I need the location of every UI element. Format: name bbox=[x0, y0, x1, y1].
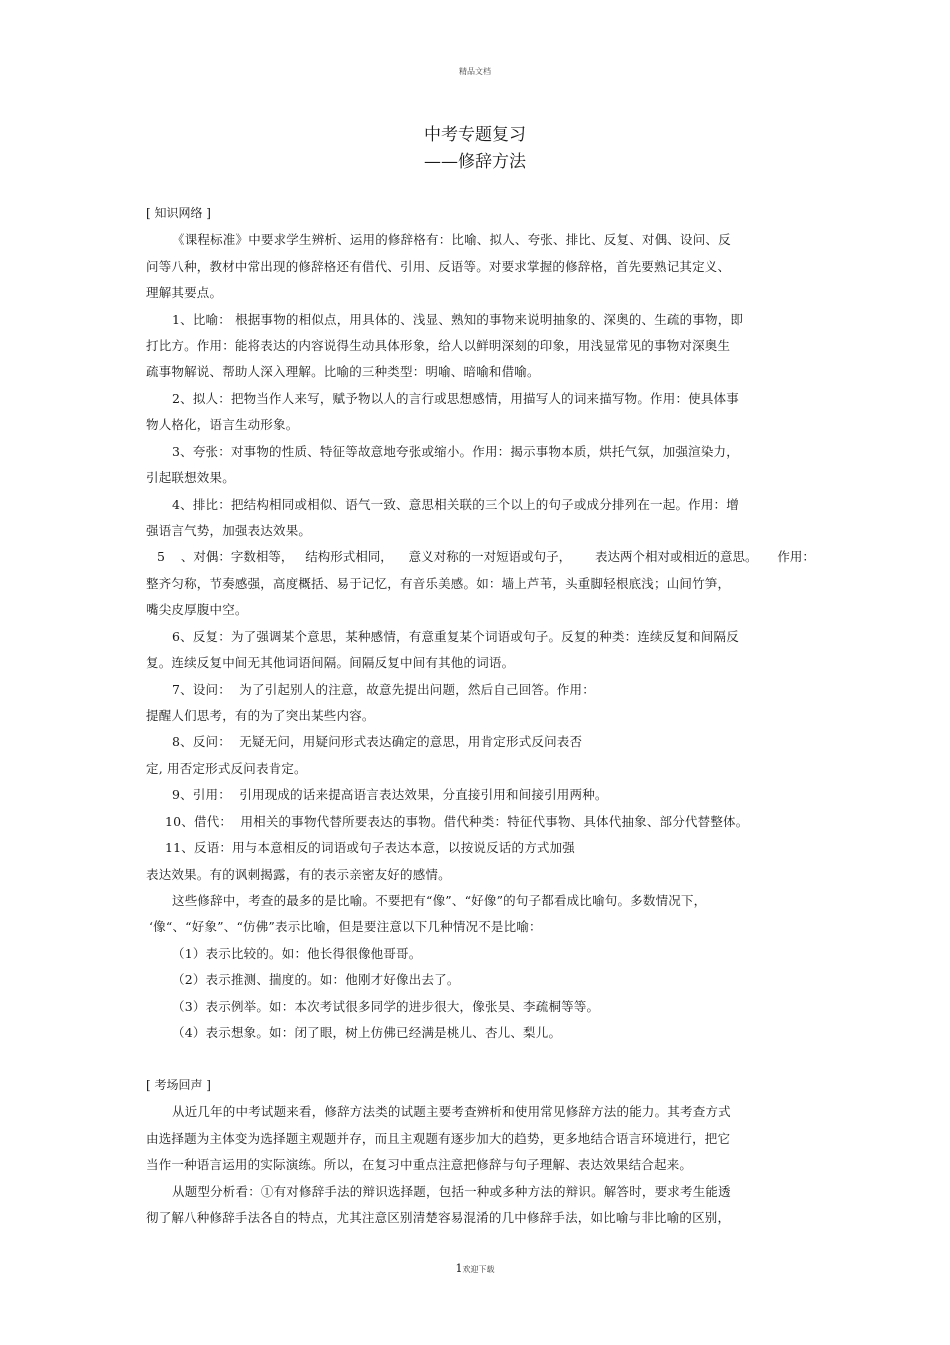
paragraph-line: 1、比喻： 根据事物的相似点，用具体的、浅显、熟知的事物来说明抽象的、深奥的、生疏的事物，即 bbox=[172, 312, 744, 327]
paragraph-line: 从近几年的中考试题来看，修辞方法类的试题主要考查辨析和使用常见修辞方法的能力。其考查方式 bbox=[172, 1104, 731, 1119]
list-item: （2）表示推测、揣度的。如：他刚才好像出去了。 bbox=[172, 972, 460, 987]
paragraph-line: 整齐匀称，节奏感强，高度概括、易于记忆，有音乐美感。如：墙上芦苇，头重脚轻根底浅；山间竹笋， bbox=[146, 576, 731, 591]
paragraph-line: 强语言气势，加强表达效果。 bbox=[146, 523, 312, 538]
paragraph-line: 3、夸张：对事物的性质、特征等故意地夸张或缩小。作用：揭示事物本质，烘托气氛，加强渲染力， bbox=[172, 444, 739, 459]
paragraph-line: 10、借代： 用相关的事物代替所要表达的事物。借代种类：特征代事物、具体代抽象、部分代替整体。 bbox=[165, 814, 749, 829]
paragraph-line: 物人格化，语言生动形象。 bbox=[146, 417, 299, 432]
paragraph-line: 9、引用： 引用现成的话来提高语言表达效果，分直接引用和间接引用两种。 bbox=[172, 787, 608, 802]
paragraph-line: 当作一种语言运用的实际演练。所以，在复习中重点注意把修辞与句子理解、表达效果结合起来。 bbox=[146, 1157, 693, 1172]
page-header: 精品文档 bbox=[459, 67, 491, 76]
list-item: （1）表示比较的。如：他长得很像他哥哥。 bbox=[172, 946, 422, 961]
paragraph-line: 表达效果。有的讽刺揭露，有的表示亲密友好的感情。 bbox=[146, 867, 451, 882]
paragraph-line: 提醒人们思考，有的为了突出某些内容。 bbox=[146, 708, 375, 723]
paragraph-line: 定, 用否定形式反问表肯定。 bbox=[146, 761, 307, 776]
page-title: 中考专题复习 bbox=[424, 125, 526, 145]
paragraph-line: 嘴尖皮厚腹中空。 bbox=[146, 602, 248, 617]
paragraph-line: 理解其要点。 bbox=[146, 285, 223, 300]
section-heading-knowledge: [ 知识网络 ] bbox=[146, 206, 211, 220]
paragraph-line: 打比方。作用：能将表达的内容说得生动具体形象，给人以鲜明深刻的印象，用浅显常见的事物对深奥生 bbox=[146, 338, 731, 353]
page-number: 1 bbox=[455, 1262, 463, 1275]
paragraph-line: 由选择题为主体变为选择题主观题并存，而且主观题有逐步加大的趋势，更多地结合语言环境进行，把它 bbox=[146, 1131, 731, 1146]
list-item: （3）表示例举。如：本次考试很多同学的进步很大，像张昊、李疏桐等等。 bbox=[172, 999, 600, 1014]
paragraph-line: 《课程标准》中要求学生辨析、运用的修辞格有：比喻、拟人、夸张、排比、反复、对偶、设问、反 bbox=[172, 232, 731, 247]
paragraph-line: 2、拟人：把物当作人来写，赋予物以人的言行或思想感情，用描写人的词来描写物。作用：使具体事 bbox=[172, 391, 739, 406]
paragraph-line: 彻了解八种修辞手法各自的特点，尤其注意区别清楚容易混淆的几中修辞手法，如比喻与非比喻的区别， bbox=[146, 1210, 731, 1225]
list-item: （4）表示想象。如：闭了眼，树上仿佛已经满是桃儿、杏儿、梨儿。 bbox=[172, 1025, 562, 1040]
paragraph-line: 8、反问： 无疑无问，用疑问形式表达确定的意思，用肯定形式反问表否 bbox=[172, 734, 583, 749]
paragraph-line: 引起联想效果。 bbox=[146, 470, 235, 485]
paragraph-line: ‘像“、“好象”、“仿佛”表示比喻，但是要注意以下几种情况不是比喻： bbox=[149, 919, 542, 934]
paragraph-line: 5 、对偶：字数相等， 结构形式相同， 意义对称的一对短语或句子， 表达两个相对或相近的意思。 作用： bbox=[157, 549, 815, 564]
paragraph-line: 7、设问： 为了引起别人的注意，故意先提出问题，然后自己回答。作用： bbox=[172, 682, 595, 697]
paragraph-line: 复。连续反复中间无其他词语间隔。间隔反复中间有其他的词语。 bbox=[146, 655, 515, 670]
paragraph-line: 从题型分析看：①有对修辞手法的辩识选择题，包括一种或多种方法的辩识。解答时，要求考生能透 bbox=[172, 1184, 731, 1199]
paragraph-line: 问等八种，教材中常出现的修辞格还有借代、引用、反语等。对要求掌握的修辞格，首先要熟记其定义、 bbox=[146, 259, 731, 274]
paragraph-line: 这些修辞中，考查的最多的是比喻。不要把有“像”、“好像”的句子都看成比喻句。多数情况下， bbox=[172, 893, 707, 908]
page-footer bbox=[0, 1262, 950, 1275]
paragraph-line: 6、反复：为了强调某个意思，某种感情，有意重复某个词语或句子。反复的种类：连续反复和间隔反 bbox=[172, 629, 739, 644]
paragraph-line: 4、排比：把结构相同或相似、语气一致、意思相关联的三个以上的句子或成分排列在一起。作用：增 bbox=[172, 497, 739, 512]
section-heading-exam-echo: [ 考场回声 ] bbox=[146, 1078, 211, 1092]
paragraph-line: 疏事物解说、帮助人深入理解。比喻的三种类型：明喻、暗喻和借喻。 bbox=[146, 364, 540, 379]
footer-text: 欢迎下载 bbox=[462, 1265, 495, 1274]
page-subtitle: ——修辞方法 bbox=[424, 152, 526, 172]
paragraph-line: 11、反语：用与本意相反的词语或句子表达本意，以按说反话的方式加强 bbox=[165, 840, 576, 855]
